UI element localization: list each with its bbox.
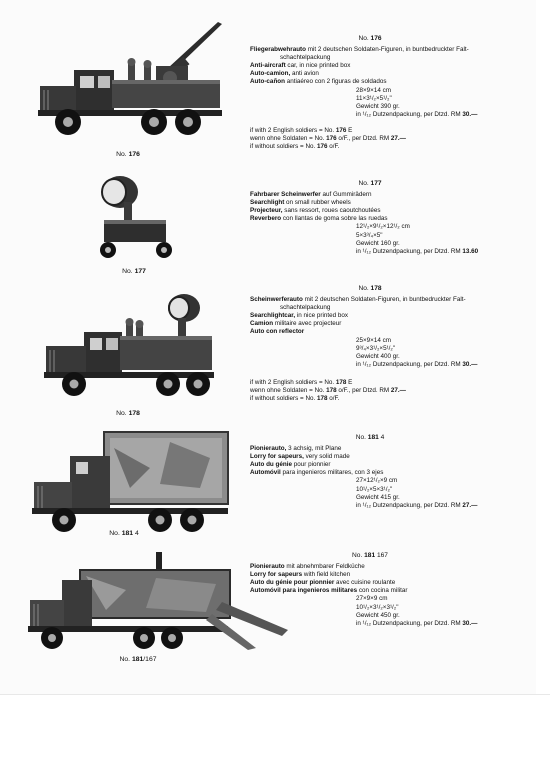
- price-line: in ¹/₁₂ Dutzendpackung, per Dtzd. RM 30.—: [356, 110, 478, 118]
- size-inch: 10¹/₂×3¹/₂×3¹/₂": [356, 603, 399, 611]
- caption-181-4: No. 181 4: [109, 530, 139, 537]
- desc-en: Lorry for sapeurs, very solid made: [250, 453, 350, 461]
- desc-de: Pionierauto, 3 achsig, mit Plane: [250, 445, 342, 453]
- weight: Gewicht 400 gr.: [356, 352, 400, 360]
- size-cm: 28×9×14 cm: [356, 86, 392, 94]
- entry-178-text: [250, 285, 530, 369]
- price-line: in ¹/₁₂ Dutzendpackung, per Dtzd. RM 30.—: [356, 619, 478, 627]
- size-cm: 27×12¹/₂×9 cm: [356, 477, 398, 485]
- searchlight-car-illustration: [34, 288, 218, 400]
- option-ohne: wenn ohne Soldaten = No. 176 o/F., per Dtzd. RM 27.—: [250, 135, 406, 143]
- option-ohne: wenn ohne Soldaten = No. 178 o/F., per Dtzd. RM 27.—: [250, 387, 406, 395]
- entry-181-4-text: [250, 434, 530, 510]
- size-inch: 10¹/₂×5×3¹/₂": [356, 485, 393, 493]
- sapper-lorry-illustration: [30, 428, 230, 534]
- entry-176-text: [250, 35, 530, 119]
- caption-178: No. 178: [116, 410, 140, 417]
- field-kitchen-lorry-illustration: [26, 550, 288, 652]
- desc-fr: Auto-camion, anti avion: [250, 70, 319, 78]
- entry-176-number: No. 176: [358, 35, 382, 42]
- desc-es: Auto con reflector: [250, 328, 305, 336]
- desc-en: Searchlight on small rubber wheels: [250, 199, 351, 207]
- size-cm: 12¹/₂×9¹/₂×12¹/₂ cm: [356, 223, 410, 231]
- caption-177: No. 177: [122, 268, 146, 275]
- desc-de: Fliegerabwehrauto mit 2 deutschen Soldaten-Figuren, in buntbedruckter Falt-: [250, 46, 469, 54]
- searchlight-illustration: [90, 172, 180, 264]
- desc-en: Searchlightcar, in nice printed box: [250, 312, 349, 320]
- desc-fr: Projecteur, sans ressort, roues caoutchoutées: [250, 207, 381, 215]
- desc-de-cont: schachtelpackung: [280, 54, 331, 62]
- size-cm: 27×9×9 cm: [356, 595, 388, 603]
- weight: Gewicht 415 gr.: [356, 493, 400, 501]
- entry-181-4-number: No. 181 4: [355, 434, 385, 441]
- weight: Gewicht 160 gr.: [356, 239, 400, 247]
- desc-es: Reverbero con llantas de goma sobre las ruedas: [250, 215, 388, 223]
- entry-181-167-number: No. 181 167: [352, 552, 388, 559]
- price-line: in ¹/₁₂ Dutzendpackung, per Dtzd. RM 27.—: [356, 501, 478, 509]
- desc-fr: Auto du génie pour pionnier: [250, 461, 331, 469]
- caption-176: No. 176: [116, 151, 140, 158]
- entry-178-number: No. 178: [358, 285, 382, 292]
- desc-es: Auto-cañon antiaéreo con 2 figuras de soldados: [250, 78, 387, 86]
- price-line: in ¹/₁₂ Dutzendpackung, per Dtzd. RM 30.—: [356, 360, 478, 368]
- desc-en: Anti-aircraft car, in nice printed box: [250, 62, 351, 70]
- entry-181-167-text: [250, 552, 530, 628]
- desc-de-cont: schachtelpackung: [280, 304, 331, 312]
- desc-es: Automóvil para ingenieros militares, con 3 ejes: [250, 469, 384, 477]
- option-english: if with 2 English soldiers = No. 176 E: [250, 127, 353, 134]
- desc-fr: Auto du génie pour pionnier avec cuisine roulante: [250, 579, 396, 587]
- caption-181-167: No. 181/167: [119, 656, 157, 663]
- size-cm: 25×9×14 cm: [356, 336, 392, 344]
- desc-en: Lorry for sapeurs with field kitchen: [250, 571, 351, 579]
- option-english: if with 2 English soldiers = No. 178 E: [250, 379, 353, 386]
- entry-177-number: No. 177: [358, 180, 382, 187]
- weight: Gewicht 390 gr.: [356, 102, 400, 110]
- entry-178-options: [250, 379, 406, 403]
- size-inch: 11×3¹/₂×5¹/₂": [356, 94, 392, 102]
- desc-fr: Camion militaire avec projecteur: [250, 320, 342, 328]
- weight: Gewicht 450 gr.: [356, 611, 400, 619]
- size-inch: 5×3³/₄×5": [356, 231, 383, 239]
- entry-177-text: [250, 180, 530, 256]
- option-without: if without soldiers = No. 176 o/F.: [250, 143, 340, 151]
- desc-de: Scheinwerferauto mit 2 deutschen Soldaten-Figuren, in buntbedruckter Falt-: [250, 296, 466, 304]
- desc-de: Fahrbarer Scheinwerfer auf Gummirädern: [250, 191, 372, 199]
- size-inch: 9³/₄×3¹/₂×5¹/₂": [356, 344, 396, 352]
- option-without: if without soldiers = No. 178 o/F.: [250, 395, 340, 403]
- anti-aircraft-car-illustration: [28, 14, 224, 142]
- page-edge: [0, 694, 550, 695]
- desc-de: Pionierauto mit abnehmbarer Feldküche: [250, 563, 365, 571]
- desc-es: Automóvil para ingenieros militares con cocina militar: [250, 587, 408, 595]
- price-line: in ¹/₁₂ Dutzendpackung, per Dtzd. RM 13.60: [356, 247, 479, 255]
- entry-176-options: [250, 127, 406, 151]
